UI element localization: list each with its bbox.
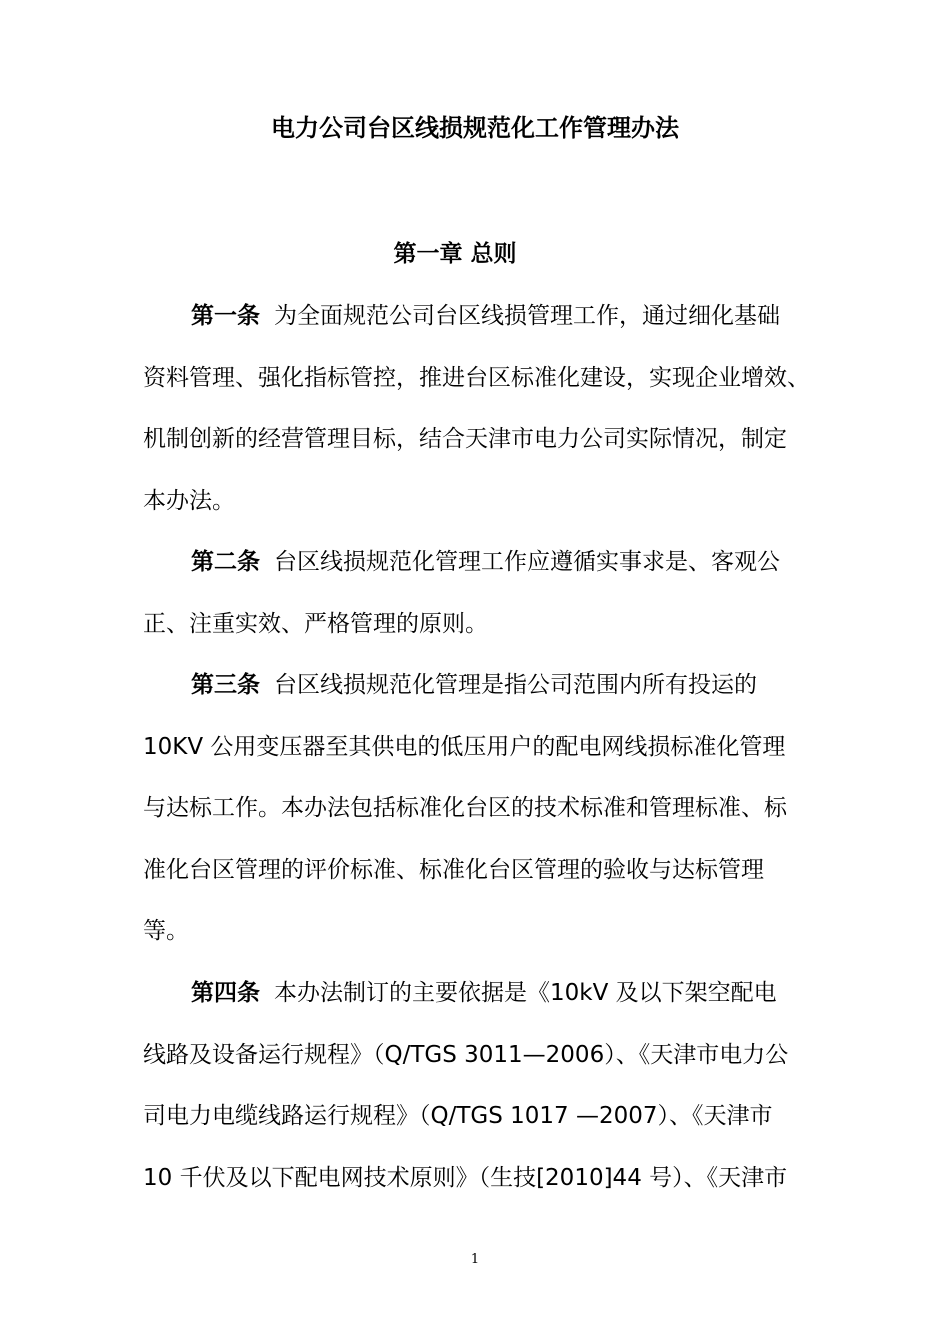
article-number: 第四条 — [191, 980, 260, 1006]
chapter-heading: 第一章 总则 — [393, 241, 517, 267]
article-line: 线路及设备运行规程》（Q/TGS 3011—2006）、《天津市电力公 — [143, 1041, 789, 1068]
article-2 — [143, 544, 823, 667]
article-text: 为全面规范公司台区线损管理工作，通过细化基础 — [274, 303, 780, 329]
article-text: 本办法制订的主要依据是《10kV 及以下架空配电 — [274, 980, 777, 1006]
document-title: 电力公司台区线损规范化工作管理办法 — [271, 114, 679, 142]
article-line: 10 千伏及以下配电网技术原则》（生技[2010]44 号）、《天津市 — [143, 1164, 788, 1191]
article-number: 第三条 — [191, 672, 260, 698]
article-line: 等。 — [143, 918, 189, 944]
article-line: 与达标工作。本办法包括标准化台区的技术标准和管理标准、标 — [143, 795, 787, 821]
article-text: 台区线损规范化管理工作应遵循实事求是、客观公 — [274, 549, 780, 575]
article-line: 资料管理、强化指标管控，推进台区标准化建设，实现企业增效、 — [143, 364, 810, 391]
article-line: 准化台区管理的评价标准、标准化台区管理的验收与达标管理 — [143, 856, 764, 883]
article-line — [143, 975, 823, 1037]
article-line: 正、注重实效、严格管理的原则。 — [143, 610, 488, 637]
article-number: 第一条 — [191, 303, 260, 329]
article-1 — [143, 298, 823, 544]
article-number: 第二条 — [191, 549, 260, 575]
article-line: 本办法。 — [143, 487, 235, 514]
article-line — [143, 544, 823, 606]
article-line — [143, 667, 823, 729]
article-line: 司电力电缆线路运行规程》（Q/TGS 1017 —2007）、《天津市 — [143, 1103, 773, 1129]
article-line: 10KV 公用变压器至其供电的低压用户的配电网线损标准化管理 — [143, 733, 786, 760]
page-number: 1 — [470, 1252, 480, 1267]
article-line — [143, 298, 823, 360]
article-3 — [143, 667, 823, 975]
article-4 — [143, 975, 823, 1221]
article-text: 台区线损规范化管理是指公司范围内所有投运的 — [274, 672, 757, 698]
article-line: 机制创新的经营管理目标，结合天津市电力公司实际情况，制定 — [143, 426, 787, 452]
